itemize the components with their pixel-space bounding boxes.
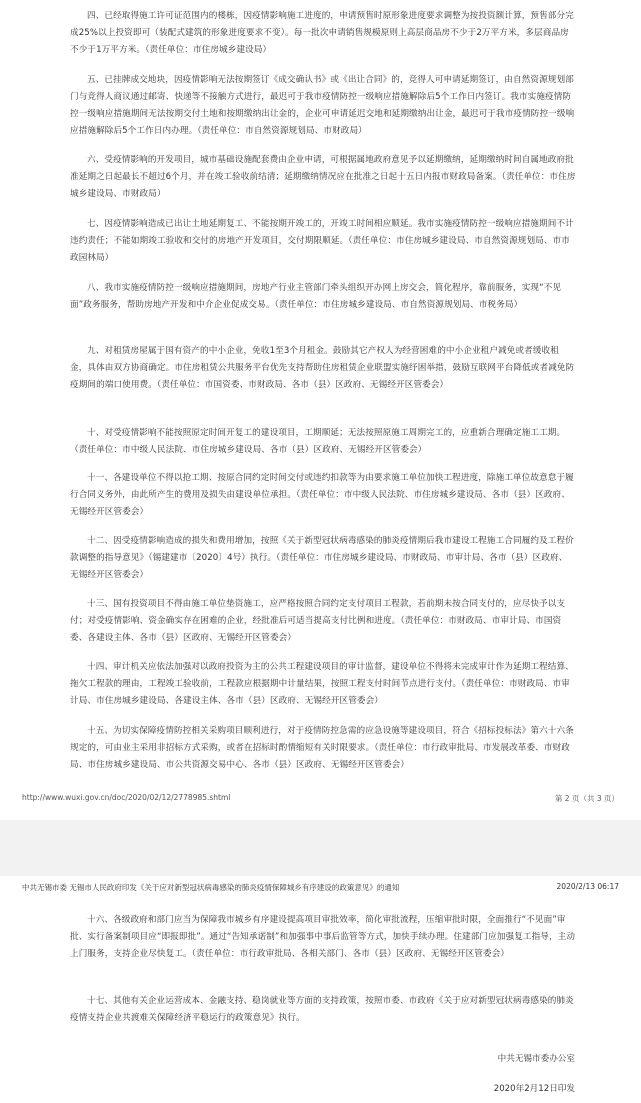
paragraph-6: 六、受疫情影响的开发项目，城市基础设施配套费由企业申请，可根据属地政府意见予以延期缴纳，延期缴纳时间自属地政府批准延期之日起最长不超过6个月，并在竣工验收前结清；延期缴纳情况应在批准之日起十五日内报市财政局备案。（责任单位：市住房城乡建设局、市财政局） — [70, 155, 576, 199]
page-header — [22, 882, 619, 896]
footer-url-link[interactable]: http://www.wuxi.gov.cn/doc/2020/02/12/2778985.shtml — [22, 793, 231, 802]
page-gap — [0, 820, 641, 876]
header-date: 2020/2/13 06:17 — [556, 882, 619, 891]
document-page-3 — [0, 876, 641, 1103]
page-number: 第 2 页（共 3 页） — [554, 794, 619, 803]
page-footer — [22, 793, 619, 807]
paragraph-14: 十四、审计机关应依法加强对以政府投资为主的公共工程建设项目的审计监督，建设单位不得将未完成审计作为延期工程结算、拖欠工程款的理由，工程竣工验收前，工程款应根据期中计量结果，按照工程支付时间节点进行支付。（责任单位：市财政局、市审计局、市住房城乡建设局、各建设主体、各市（县）区政府、无锡经开区管委会） — [70, 662, 574, 706]
paragraph-13: 十三、国有投资项目不得由施工单位垫资施工，应严格按照合同约定支付项目工程款，若前期未按合同支付的，应尽快予以支付；对受疫情影响、资金确实存在困难的企业，经批准后可适当提高支付比例和进度。（责任单位：市财政局、市审计局、市国资委、各建设主体、各市（县）区政府、无锡经开区管委会） — [70, 599, 566, 643]
paragraph-15: 十五、为切实保障疫情防控相关采购项目顺利进行，对于疫情防控急需的应急设施等建设项目，符合《招标投标法》第六十六条规定的，可由业主采用非招标方式采购，或者在招标时酌情缩短有关时限要求。（责任单位：市行政审批局、市发展改革委、市财政局、市住房城乡建设局、市公共资源交易中心、各市（县）区政府、无锡经开区管委会） — [70, 726, 574, 770]
paragraph-10: 十、对受疫情影响不能按照原定时间开复工的建设项目，工期顺延；无法按照原施工周期完工的，应重新合理确定施工工期。（责任单位：市中级人民法院、市住房城乡建设局、各市（县）区政府、无锡经开区管委会） — [70, 428, 566, 455]
paragraph-12: 十二、因受疫情影响造成的损失和费用增加，按照《关于新型冠状病毒感染的肺炎疫情期后我市建设工程施工合同履约及工程价款调整的指导意见》（锡建建市〔2020〕4号）执行。（责任单位：市住房城乡建设局、市财政局、市审计局、各市（县）区政府、无锡经开区管委会） — [70, 536, 574, 580]
header-title: 中共无锡市委 无锡市人民政府印发《关于应对新型冠状病毒感染的肺炎疫情保障城乡有序建设的政策意见》的通知 — [22, 883, 400, 892]
paragraph-5: 五、已挂牌成交地块，因疫情影响无法按期签订《成交确认书》或《出让合同》的，竞得人可申请延期签订，由自然资源规划部门与竞得人商议通过邮寄、快递等不接触方式进行，最迟可于我市疫情防控一级响应措施解除后5个工作日内签订。我市实施疫情防控一级响应措施期间无法按期交付土地和按期缴纳出让金的，企业可申请延迟交地和延期缴纳出让金，最迟可于我市疫情防控一级响应措施解除后5个工作日内办理。（责任单位：市自然资源规划局、市财政局） — [70, 75, 575, 136]
paragraph-11: 十一、各建设单位不得以抢工期、按原合同约定时间交付或违约扣款等为由要求施工单位加快工程进度，除施工单位故意怠于履行合同义务外，由此所产生的费用及损失由建设单位承担。（责任单位：市中级人民法院、市住房城乡建设局、各市（县）区政府、无锡经开区管委会） — [70, 473, 574, 517]
issue-date: 2020年2月12日印发 — [493, 1084, 575, 1094]
paragraph-16: 十六、各级政府和部门应当为保障我市城乡有序建设提高项目审批效率，简化审批流程，压缩审批时限，全面推行“不见面”审批、实行备案制项目应“即报即批”。通过“告知承诺制”和加强事中事后监管等方式，加快手续办理。住建部门应加强复工指导，主动上门服务，支持企业尽快复工。（责任单位：市行政审批局、各相关部门、各市（县）区政府、无锡经开区管委会） — [70, 915, 576, 959]
paragraph-4: 四、已经取得施工许可证范围内的楼栋，因疫情影响施工进度的，申请预售时原形象进度要求调整为按投资额计算，预售部分完成25%以上投资即可（装配式建筑的形象进度要求不变）。每一批次申请销售规模原则上高层商品房不少于2万平方米，多层商品房不少于1万平方米。（责任单位：市住房城乡建设局） — [70, 11, 574, 55]
paragraph-8: 八、我市实施疫情防控一级响应措施期间，房地产行业主管部门牵头组织开办网上房交会，简化程序，靠前服务，实现“不见面”政务服务，帮助房地产开发和中介企业促成交易。（责任单位：市住房城乡建设局、市自然资源规划局、市税务局） — [70, 283, 562, 310]
paragraph-17: 十七、其他有关企业运营成本、金融支持、稳岗就业等方面的支持政策，按照市委、市政府《关于应对新型冠状病毒感染的肺炎疫情支持企业共渡难关保障经济平稳运行的政策意见》执行。 — [70, 996, 574, 1023]
paragraph-9: 九、对租赁房屋属于国有资产的中小企业，免收1至3个月租金。鼓励其它产权人为经营困难的中小企业租户减免或者缓收租金，具体由双方协商确定。市住房租赁公共服务平台优先支持帮助住房租赁企业联盟实施纾困举措，鼓励互联网平台降低或者减免防疫期间的端口使用费。（责任单位：市国资委、市财政局、各市（县）区政府、无锡经开区管委会） — [70, 346, 575, 390]
issuer-signature: 中共无锡市委办公室 — [497, 1054, 575, 1064]
paragraph-7: 七、因疫情影响造成已出让土地延期复工、不能按期开竣工的，开竣工时间相应顺延。我市实施疫情防控一级响应措施期间不计违约责任；不能如期竣工验收和交付的房地产开发项目，交付期限顺延。（责任单位：市住房城乡建设局、市自然资源规划局、市市政园林局） — [70, 219, 574, 263]
